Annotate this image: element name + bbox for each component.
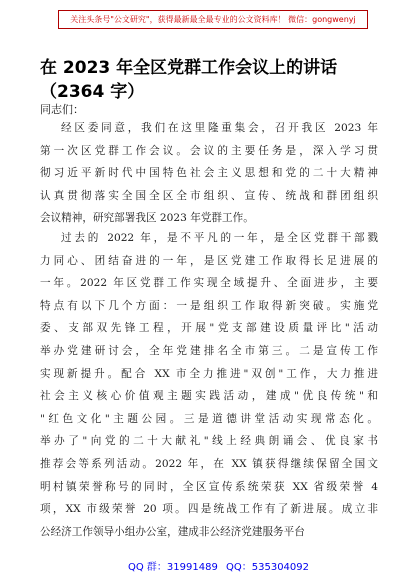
footer [0, 556, 408, 574]
paragraph-line: 社会主义核心价值观主题实践活动，建成"优良传统"和 [40, 390, 378, 403]
paragraph-line: 明村镇荣誉称号的同时，全区宣传系统荣获 XX 省级荣誉 4 [40, 480, 378, 493]
paragraph-line: 力同心、团结奋进的一年，是区党建工作取得长足进展的 [40, 254, 378, 267]
paragraph-1 [40, 117, 378, 230]
paragraph-line: 推荐会等系列活动。2022 年，在 XX 镇获得继续保留全国文 [40, 457, 378, 470]
qq-group-link[interactable]: QQ 群：31991489 [128, 562, 218, 573]
paragraph-line: 实现新提升。配合 XX 市全力推进"双创"工作，大力推进 [40, 367, 378, 380]
paragraph-line: 项，XX 市级荣誉 20 项。四是统战工作有了新进展。成立非 [40, 503, 378, 516]
paragraph-line: 彻习近平新时代中国特色社会主义思想和党的二十大精神 [40, 167, 378, 180]
promo-banner: 关注头条号"公文研究"，获得最新最全最专业的公文资料库！ 微信：gongwenyj [58, 10, 368, 29]
document-title [40, 56, 380, 104]
paragraph-line: 过去的 2022 年，是不平凡的一年，是全区党群干部戮 [61, 232, 378, 244]
title-line-2: （2364 字） [40, 82, 145, 102]
paragraph-line: 第一次区党群工作会议。会议的主要任务是，深入学习贯 [40, 144, 378, 157]
paragraph-line: 公经济工作领导小组办公室，建成非公经济党建服务平台 [40, 525, 305, 538]
paragraph-line: 举办了"向党的二十大献礼"线上经典朗诵会、优良家书 [40, 435, 378, 448]
title-line-1: 在 2023 年全区党群工作会议上的讲话 [40, 58, 338, 78]
salutation: 同志们： [40, 103, 84, 116]
paragraph-line: 委、支部双先锋工程，开展"党支部建设质量评比"活动 [40, 322, 378, 335]
paragraph-2 [40, 227, 378, 543]
paragraph-line: 举办党建研讨会，全年党建排名全市第三。二是宣传工作 [40, 344, 378, 357]
paragraph-line: 经区委同意，我们在这里隆重集会，召开我区 2023 年 [61, 122, 378, 134]
paragraph-line: "红色文化"主题公园。三是道德讲堂活动实现常态化。 [40, 412, 378, 425]
paragraph-line: 认真贯彻落实全国全区全市组织、宣传、统战和群团组织 [40, 189, 378, 202]
qq-contact-link[interactable]: QQ：535304092 [226, 562, 310, 573]
paragraph-line: 一年。2022 年区党群工作实现全域提升、全面进步，主要 [40, 277, 378, 290]
paragraph-line: 特点有以下几个方面：一是组织工作取得新突破。实施党 [40, 299, 378, 312]
paragraph-line: 会议精神，研究部署我区 2023 年党群工作。 [40, 212, 254, 225]
